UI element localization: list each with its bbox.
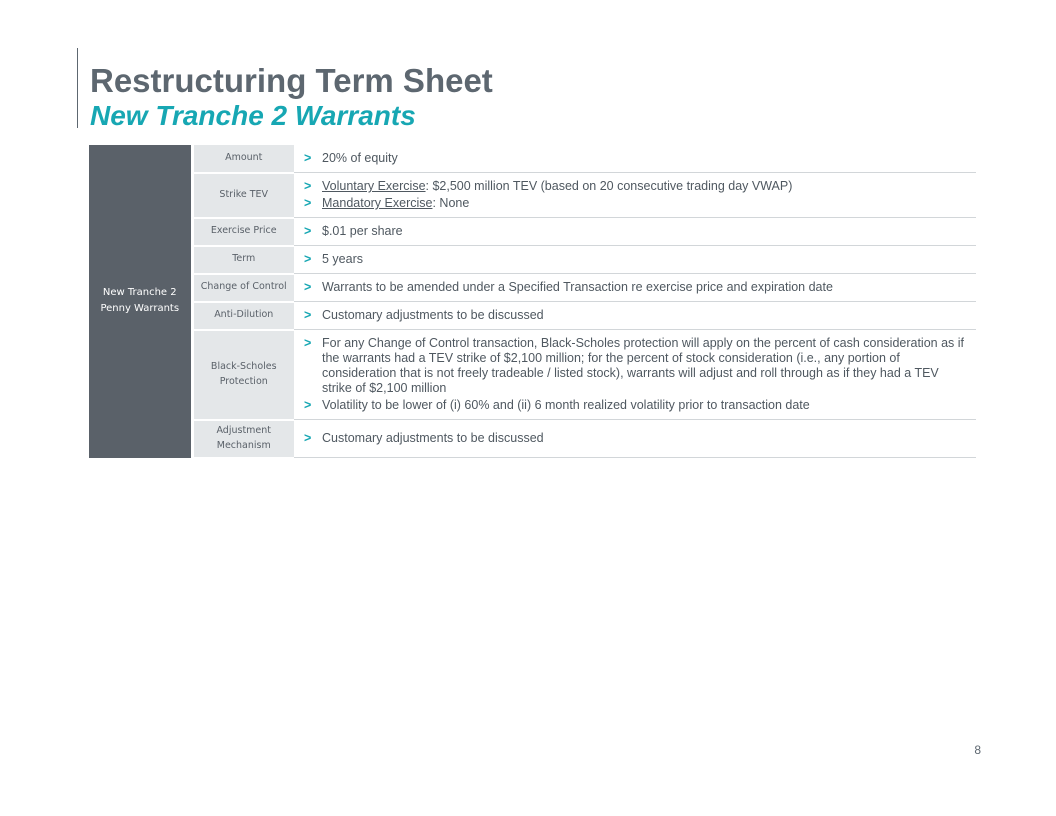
table-row bbox=[89, 274, 976, 302]
row-value-black-scholes bbox=[294, 330, 976, 420]
list-item bbox=[304, 279, 966, 296]
row-value-amount bbox=[294, 145, 976, 173]
group-label-cell bbox=[89, 145, 192, 458]
list-item bbox=[304, 150, 966, 167]
mandatory-exercise-text: : None bbox=[432, 196, 470, 210]
bullet-text: 5 years bbox=[322, 252, 363, 266]
bullet-text: Warrants to be amended under a Specified Transaction re exercise price and expiration date bbox=[322, 280, 833, 294]
bullet-arrow-icon: > bbox=[304, 336, 312, 350]
bullet-arrow-icon: > bbox=[304, 179, 312, 193]
list-item bbox=[304, 178, 966, 195]
page-title: Restructuring Term Sheet bbox=[90, 62, 493, 99]
table-row bbox=[89, 330, 976, 420]
page-subtitle: New Tranche 2 Warrants bbox=[90, 100, 416, 131]
bullet-text bbox=[322, 196, 469, 211]
list-item bbox=[304, 307, 966, 324]
table-row bbox=[89, 246, 976, 274]
title-accent-rule bbox=[77, 48, 78, 128]
bullet-arrow-icon: > bbox=[304, 252, 312, 266]
page-number: 8 bbox=[974, 743, 981, 757]
row-label-term: Term bbox=[192, 246, 294, 274]
list-item bbox=[304, 223, 966, 240]
list-item bbox=[304, 430, 966, 447]
group-label: New Tranche 2 Penny Warrants bbox=[100, 287, 180, 315]
bullet-text: Customary adjustments to be discussed bbox=[322, 431, 544, 445]
bullet-arrow-icon: > bbox=[304, 151, 312, 165]
row-label-change-of-control: Change of Control bbox=[192, 274, 294, 302]
bullet-arrow-icon: > bbox=[304, 224, 312, 238]
row-label-adjustment-mechanism: Adjustment Mechanism bbox=[192, 420, 294, 458]
row-label-amount: Amount bbox=[192, 145, 294, 173]
voluntary-exercise-text: : $2,500 million TEV (based on 20 consecutive trading day VWAP) bbox=[425, 179, 793, 193]
row-value-exercise-price bbox=[294, 218, 976, 246]
row-label-anti-dilution: Anti-Dilution bbox=[192, 302, 294, 330]
bullet-text: Volatility to be lower of (i) 60% and (ii) 6 month realized volatility prior to transaction date bbox=[322, 398, 810, 412]
bullet-arrow-icon: > bbox=[304, 196, 312, 210]
table-row bbox=[89, 218, 976, 246]
row-label-black-scholes: Black-Scholes Protection bbox=[192, 330, 294, 420]
mandatory-exercise-term: Mandatory Exercise bbox=[322, 196, 433, 210]
bullet-arrow-icon: > bbox=[304, 280, 312, 294]
row-value-adjustment-mechanism bbox=[294, 420, 976, 458]
row-value-anti-dilution bbox=[294, 302, 976, 330]
table-row bbox=[89, 302, 976, 330]
table-row bbox=[89, 173, 976, 218]
bullet-text: For any Change of Control transaction, Black-Scholes protection will apply on the percent of cash consideration as if the warrants had a TEV strike of $2,100 million; for the percent of stock consideration (i.e., any portion of consideration that is not freely tradeable / listed stock), warrants will adjust and roll through as if they had a TEV strike of $2,100 million bbox=[322, 336, 965, 395]
list-item bbox=[304, 251, 966, 268]
bullet-arrow-icon: > bbox=[304, 308, 312, 322]
table-row bbox=[89, 420, 976, 458]
bullet-text bbox=[322, 179, 792, 194]
bullet-text: $.01 per share bbox=[322, 224, 403, 238]
row-label-exercise-price: Exercise Price bbox=[192, 218, 294, 246]
row-label-strike-tev: Strike TEV bbox=[192, 173, 294, 218]
bullet-text: Customary adjustments to be discussed bbox=[322, 308, 544, 322]
list-item bbox=[304, 397, 966, 414]
row-value-change-of-control bbox=[294, 274, 976, 302]
bullet-arrow-icon: > bbox=[304, 431, 312, 445]
table-row bbox=[89, 145, 976, 173]
voluntary-exercise-term: Voluntary Exercise bbox=[322, 179, 426, 193]
term-sheet-table bbox=[89, 145, 976, 459]
list-item bbox=[304, 335, 966, 397]
list-item bbox=[304, 195, 966, 212]
bullet-arrow-icon: > bbox=[304, 398, 312, 412]
bullet-text: 20% of equity bbox=[322, 151, 398, 165]
row-value-strike-tev bbox=[294, 173, 976, 218]
row-value-term bbox=[294, 246, 976, 274]
